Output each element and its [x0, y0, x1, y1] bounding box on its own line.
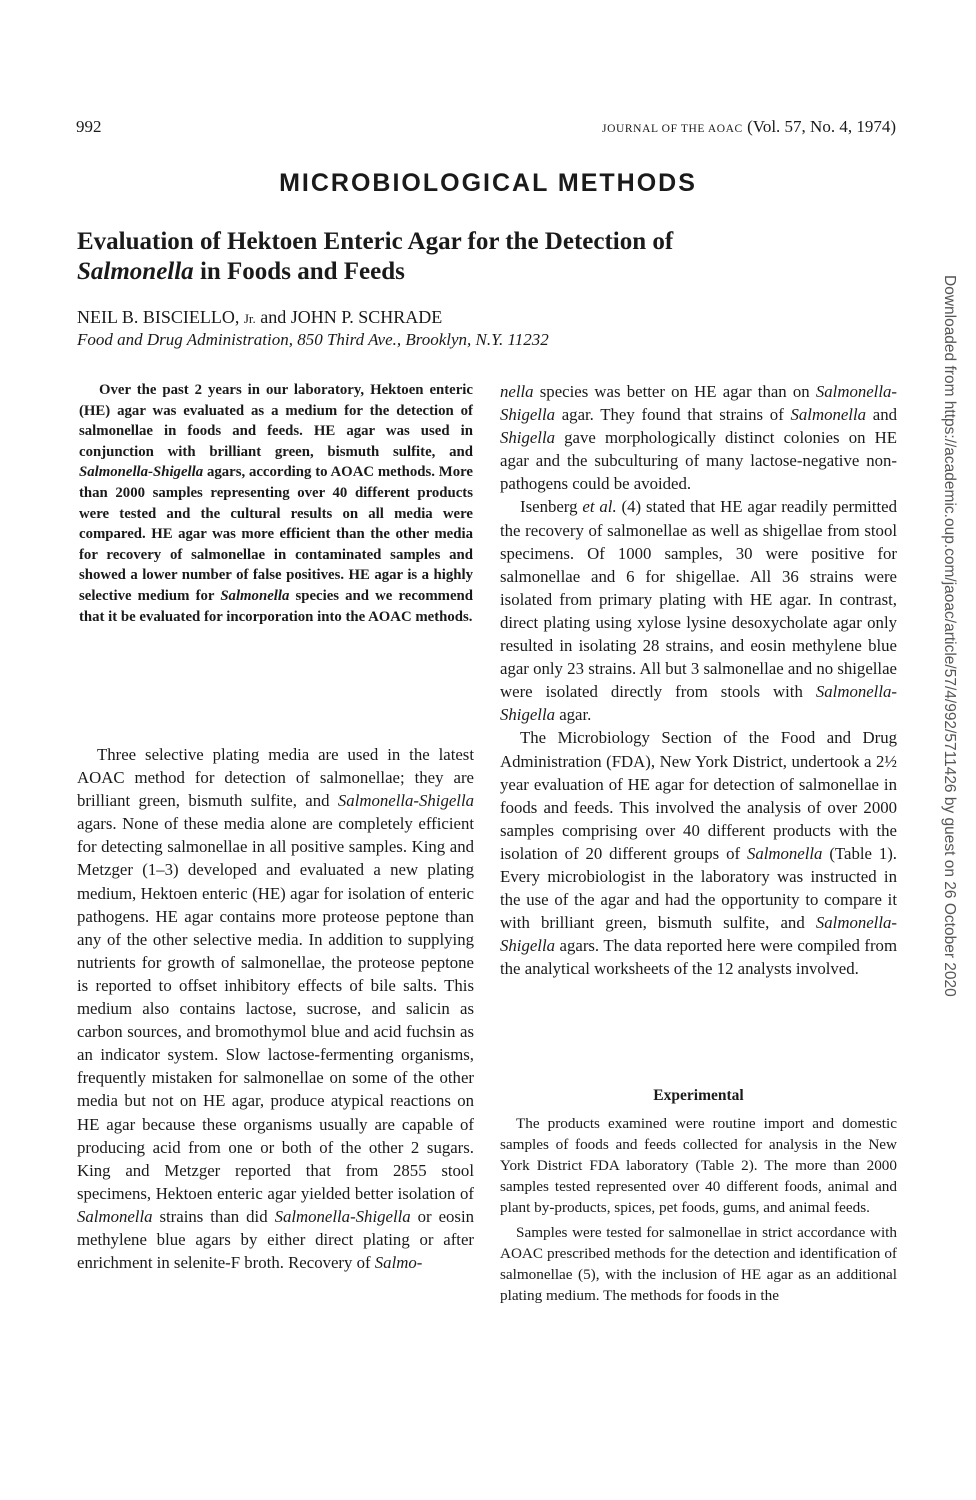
- running-head: [602, 117, 896, 137]
- abstract-italic: Salmonella-Shigella: [79, 464, 204, 481]
- download-watermark: Downloaded from https://academic.oup.com/jaoac/article/57/4/992/5711426 by guest on 26 October 2020: [941, 275, 958, 997]
- section-heading: MICROBIOLOGICAL METHODS: [279, 169, 697, 197]
- experimental-paragraph-2: Samples were tested for salmonellae in strict accordance with AOAC prescribed methods for the detection and identification of salmonellae (5), with the inclusion of HE agar as an additional plating medium. The methods for foods in the: [500, 1224, 897, 1304]
- experimental-paragraph-1: The products examined were routine import and domestic samples of foods and feeds collected for analysis in the New York District FDA laboratory (Table 2). The more than 2000 samples tested represented over 40 different foods, animal and plant by-products, spices, pet foods, gums, and animal feeds.: [500, 1115, 897, 1216]
- isenberg-paragraph: Isenberg et al. (4) stated that HE agar readily permitted the recovery of salmonellae as well as shigellae from stool specimens. Of 1000 samples, 30 were positive for salmonellae and 6 for shigellae. All 36 strains were isolated from primary plating with HE agar. In contrast, direct plating using xylose lysine desoxycholate agar only resulted in isolating 28 strains, and eosin methylene blue agar only 23 strains. All but 3 salmonellae and no shigellae were isolated directly from stools with Salmonella-Shigella agar.: [500, 497, 897, 725]
- left-column-body: [77, 743, 474, 1274]
- authors: [77, 307, 442, 328]
- author-2: and JOHN P. SCHRADE: [255, 307, 443, 327]
- journal-name: JOURNAL OF THE AOAC: [602, 123, 743, 135]
- page-number: 992: [76, 117, 102, 136]
- right-column-body: [500, 380, 897, 980]
- author-1-suffix: Jr.: [243, 311, 256, 326]
- intro-paragraph: Three selective plating media are used in the latest AOAC method for detection of salmonellae; they are brilliant green, bismuth sulfite, and Salmonella-Shigella agars. None of these media alone are completely efficient for detecting salmonellae in all positive samples. King and Metzger (1–3) developed and evaluated a new plating medium, Hektoen enteric (HE) agar for isolation of enteric pathogens. HE agar contains more proteose peptone than any of the other selective media. In addition to supplying nutrients for growth of salmonellae, the proteose peptone is reported to offset inhibitory effects of bile salts. This medium also contains lactose, sucrose, and salicin as carbon sources, and bromothymol blue and acid fuchsin as an indicator system. Slow lactose-fermenting organisms, frequently mistaken for salmonellae on some of the other media but not on HE agar, produce atypical reactions on HE agar because these organisms usually are capable of producing acid from one or both of the other 2 sugars. King and Metzger reported that from 2855 stool specimens, Hektoen enteric agar yielded better isolation of Salmonella strains than did Salmonella-Shigella or eosin methylene blue agars by either direct plating or after enrichment in selenite-F broth. Recovery of Salmo-: [77, 745, 475, 1273]
- continued-paragraph: nella species was better on HE agar than on Salmonella-Shigella agar. They found that strains of Salmonella and Shigella gave morphologically distinct colonies on HE agar and the subculturing of many lactose-negative non-pathogens could be avoided.: [500, 382, 897, 494]
- author-1: NEIL B. BISCIELLO,: [77, 307, 244, 327]
- fda-paragraph: The Microbiology Section of the Food and Drug Administration (FDA), New York District, undertook a 2½ year evaluation of HE agar for detection of salmonellae in foods and feeds. This involved the analysis of over 2000 samples comprising over 40 different products with the isolation of 20 different groups of Salmonella (Table 1). Every microbiologist in the laboratory was instructed in the use of the agar and had the opportunity to compare it with brilliant green, bismuth sulfite, and Salmonella-Shigella agars. The data reported here were compiled from the analytical worksheets of the 12 analysts involved.: [500, 728, 897, 979]
- title-line-1: Evaluation of Hektoen Enteric Agar for the Detection of: [77, 228, 674, 255]
- volume-info: (Vol. 57, No. 4, 1974): [747, 117, 896, 136]
- abstract-text: Over the past 2 years in our laboratory, Hektoen enteric (HE) agar was evaluated as a medium for the detection of salmonellae in foods and feeds. HE agar was used in conjunction with brilliant green, bismuth sulfite, and: [79, 382, 473, 460]
- article-title: [77, 227, 897, 287]
- abstract-text: species and we recommend that it be evaluated for incorporation into the AOAC methods.: [79, 587, 473, 625]
- affiliation: Food and Drug Administration, 850 Third Ave., Brooklyn, N.Y. 11232: [77, 330, 549, 349]
- abstract-text: agars, according to AOAC methods. More than 2000 samples representing over 40 different products were tested and the cultural results on all media were compared. HE agar was more efficient than the other media for recovery of salmonellae in contaminated samples and showed a lower number of false positives. HE agar is a highly selective medium for: [79, 464, 473, 604]
- title-line-2: in Foods and Feeds: [193, 258, 405, 285]
- abstract-italic: Salmonella: [220, 587, 290, 604]
- abstract: [79, 380, 473, 627]
- experimental-heading: Experimental: [653, 1087, 744, 1104]
- title-italic: Salmonella: [77, 258, 194, 285]
- experimental-body: [500, 1113, 897, 1306]
